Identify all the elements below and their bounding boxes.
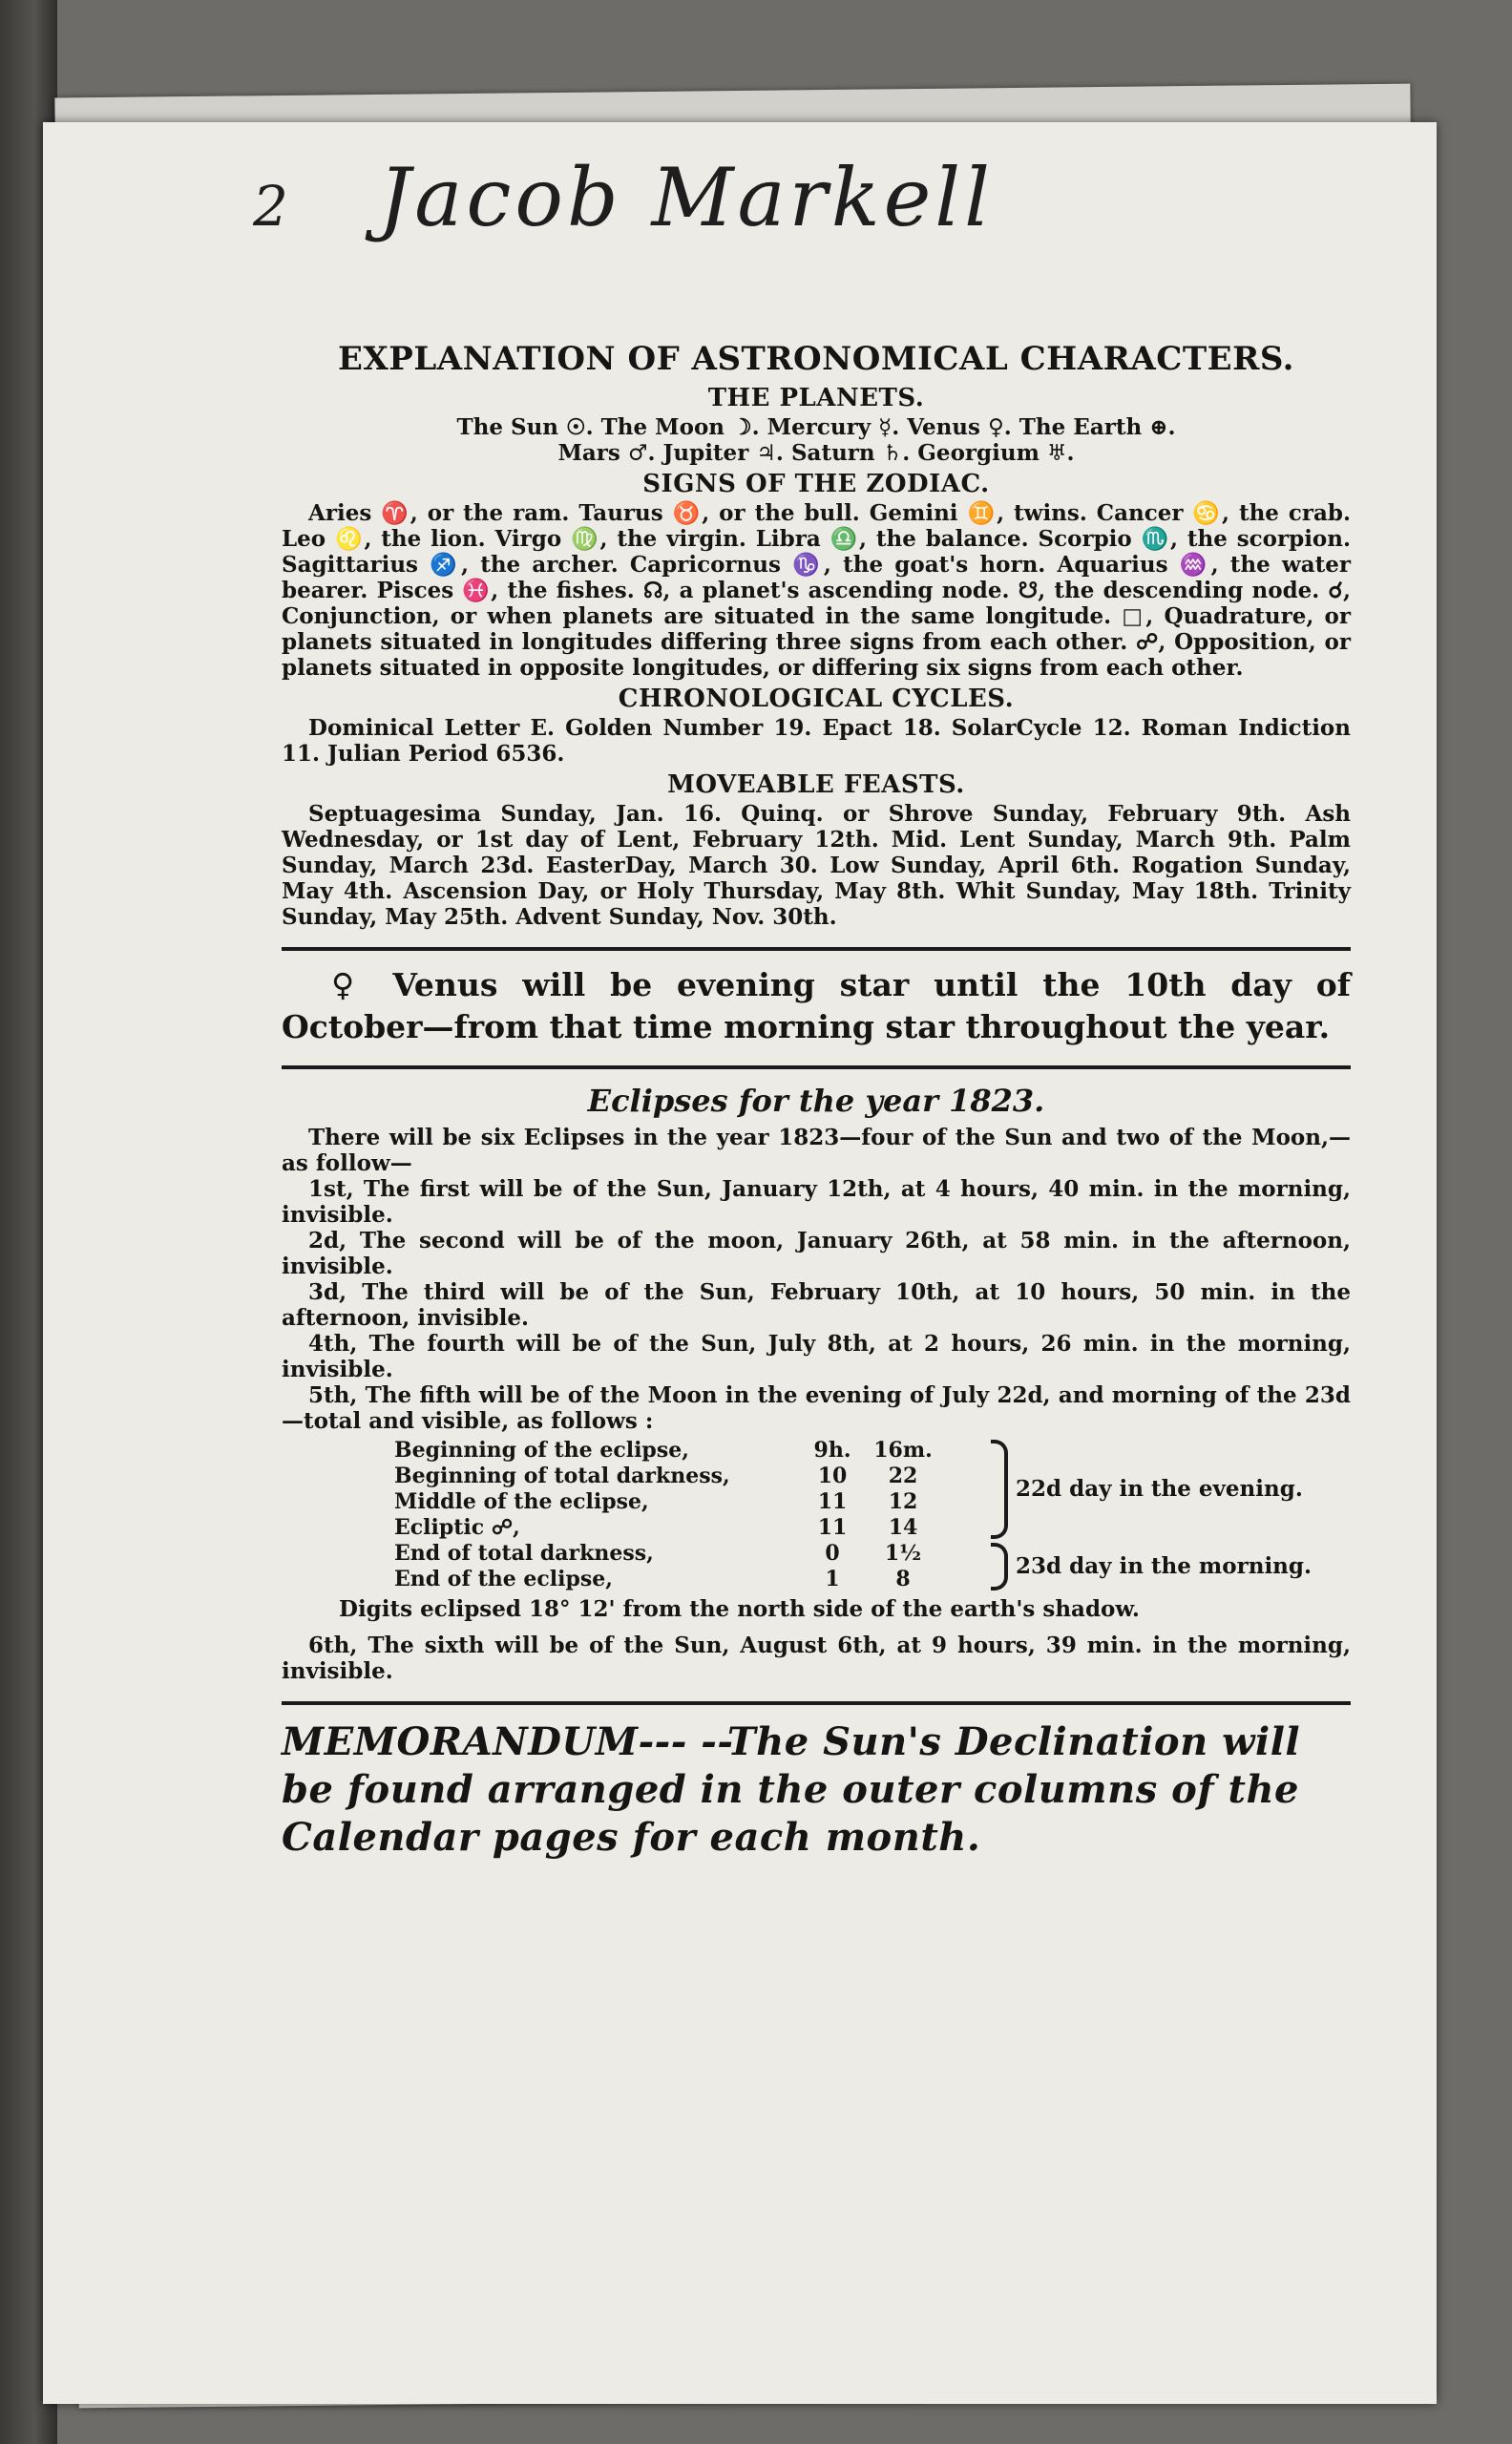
eclipse-digits: Digits eclipsed 18° 12' from the north side of the earth's shadow. — [339, 1596, 1140, 1622]
feasts-heading: MOVEABLE FEASTS. — [667, 770, 965, 799]
venus-note: ♀ Venus will be evening star until the 10th day of October—from that time morning star throughout the year. — [282, 966, 1351, 1045]
eclipse-row-hours: 9h. — [813, 1438, 851, 1463]
eclipses-heading: Eclipses for the year 1823. — [587, 1083, 1045, 1119]
eclipse-row-hours: 1 — [825, 1567, 840, 1591]
almanac-page — [43, 122, 1437, 2404]
cycles-heading: CHRONOLOGICAL CYCLES. — [618, 685, 1015, 713]
eclipse-row-minutes: 22 — [888, 1464, 918, 1488]
cycles-text: Dominical Letter E. Golden Number 19. Epact 18. SolarCycle 12. Roman Indiction 11. Julian Period 6536. — [282, 715, 1351, 767]
eclipse-table — [394, 1438, 1351, 1592]
feasts-text: Septuagesima Sunday, Jan. 16. Quinq. or Shrove Sunday, February 9th. Ash Wednesday, or 1st day of Lent, February 12th. Mid. Lent Sunday, March 9th. Palm Sunday, March 23d. EasterDay, March 30. Low Sunday, April 6th. Rogation Sunday, May 4th. Ascension Day, or Holy Thursday, May 8th. Whit Sunday, May 18th. Trinity Sunday, May 25th. Advent Sunday, Nov. 30th. — [282, 801, 1351, 930]
eclipse-row-label: Ecliptic ☍, — [394, 1515, 520, 1540]
eclipse-row — [394, 1438, 991, 1464]
eclipse-row-label: Middle of the eclipse, — [394, 1489, 649, 1514]
zodiac-heading: SIGNS OF THE ZODIAC. — [642, 470, 990, 498]
eclipse-row-label: End of total darkness, — [394, 1541, 654, 1566]
eclipse-row-label: Beginning of total darkness, — [394, 1464, 730, 1488]
evening-brace-label: 22d day in the evening. — [991, 1438, 1351, 1541]
eclipse-row-hours: 11 — [817, 1489, 848, 1514]
planets-line-2: Mars ♂. Jupiter ♃. Saturn ♄. Georgium ♅. — [557, 440, 1075, 466]
eclipse-row-label: End of the eclipse, — [394, 1567, 613, 1591]
divider-rule — [282, 947, 1351, 951]
eclipses-intro: There will be six Eclipses in the year 1823—four of the Sun and two of the Moon,—as follow— — [282, 1125, 1351, 1176]
zodiac-text: Aries ♈, or the ram. Taurus ♉, or the bull. Gemini ♊, twins. Cancer ♋, the crab. Leo ♌, the lion. Virgo ♍, the virgin. Libra ♎, the balance. Scorpio ♏, the scorpion. Sagittarius ♐, the archer. Capricornus ♑, the goat's horn. Aquarius ♒, the water bearer. Pisces ♓, the fishes. ☊, a planet's ascending node. ☋, the descending node. ☌, Conjunction, or when planets are situated in the same longitude. □, Quadrature, or planets situated in longitudes differing three signs from each other. ☍, Opposition, or planets situated in opposite longitudes, or differing six signs from each other. — [282, 500, 1351, 681]
eclipse-row-label: Beginning of the eclipse, — [394, 1438, 689, 1463]
eclipse-first: 1st, The first will be of the Sun, January 12th, at 4 hours, 40 min. in the morning, invisible. — [282, 1176, 1351, 1228]
eclipse-fourth: 4th, The fourth will be of the Sun, July 8th, at 2 hours, 26 min. in the morning, invisible. — [282, 1331, 1351, 1382]
eclipse-row-hours: 10 — [817, 1464, 848, 1488]
eclipse-day-braces — [991, 1438, 1351, 1592]
planets-heading: THE PLANETS. — [707, 384, 925, 412]
divider-rule — [282, 1065, 1351, 1069]
eclipse-row-minutes: 14 — [888, 1515, 918, 1540]
handwritten-name: Jacob Markell — [378, 151, 995, 244]
eclipse-row-hours: 11 — [817, 1515, 848, 1540]
handwritten-number: 2 — [253, 174, 292, 239]
eclipse-row — [394, 1464, 991, 1489]
eclipse-third: 3d, The third will be of the Sun, February 10th, at 10 hours, 50 min. in the afternoon, invisible. — [282, 1279, 1351, 1331]
handwritten-signature — [253, 151, 994, 244]
eclipse-row-minutes: 8 — [895, 1567, 911, 1591]
eclipse-table-rows — [394, 1438, 991, 1592]
eclipse-row — [394, 1515, 991, 1541]
eclipse-sixth: 6th, The sixth will be of the Sun, August 6th, at 9 hours, 39 min. in the morning, invisible. — [282, 1633, 1351, 1684]
eclipse-row — [394, 1567, 991, 1592]
morning-brace-label: 23d day in the morning. — [991, 1541, 1351, 1592]
eclipse-row-hours: 0 — [825, 1541, 840, 1566]
eclipse-row-minutes: 16m. — [873, 1438, 933, 1463]
divider-rule — [282, 1701, 1351, 1705]
memorandum: MEMORANDUM--- --The Sun's Declination will be found arranged in the outer columns of the Calendar pages for each month. — [282, 1719, 1301, 1860]
planets-line-1: The Sun ☉. The Moon ☽. Mercury ☿. Venus ♀. The Earth ⊕. — [456, 414, 1176, 440]
eclipse-row — [394, 1489, 991, 1515]
eclipse-second: 2d, The second will be of the moon, January 26th, at 58 min. in the afternoon, invisible. — [282, 1228, 1351, 1279]
page-title: EXPLANATION OF ASTRONOMICAL CHARACTERS. — [337, 340, 1294, 378]
eclipse-row-minutes: 12 — [888, 1489, 918, 1514]
eclipse-row — [394, 1541, 991, 1567]
page-content — [282, 340, 1351, 1862]
eclipse-fifth: 5th, The fifth will be of the Moon in the evening of July 22d, and morning of the 23d—total and visible, as follows : — [282, 1382, 1351, 1434]
eclipse-row-minutes: 1½ — [884, 1541, 922, 1566]
